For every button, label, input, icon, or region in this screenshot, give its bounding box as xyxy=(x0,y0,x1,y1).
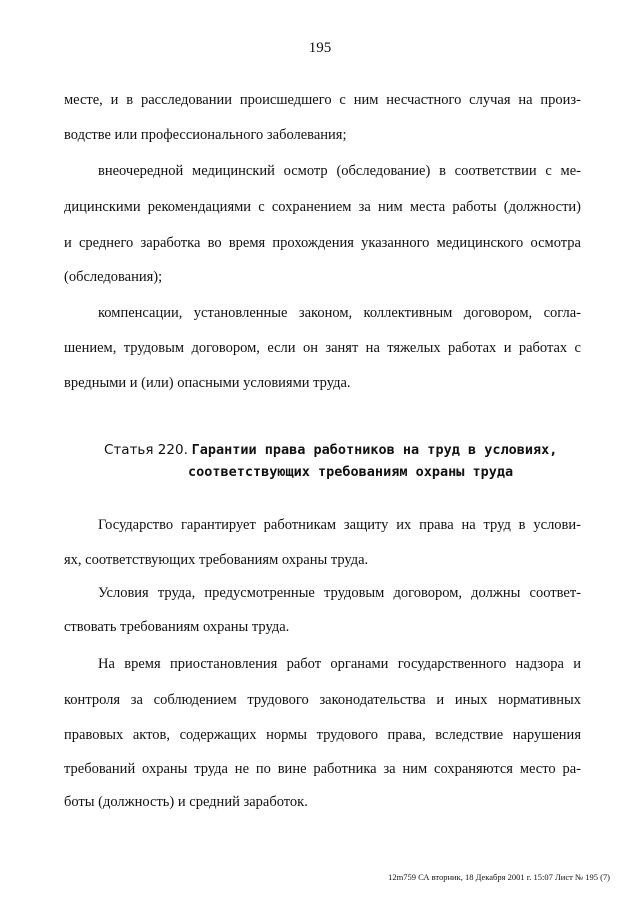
text-line: Условия труда, предусмотренные трудовым договором, должны соответ- xyxy=(98,585,581,601)
text-line: требований охраны труда не по вине работника за ним сохраняются место ра- xyxy=(64,761,581,777)
article-heading xyxy=(104,439,584,483)
text-line: внеочередной медицинский осмотр (обследование) в соответствии с ме- xyxy=(98,163,581,179)
text-line: вредными и (или) опасными условиями труда. xyxy=(64,375,351,391)
text-line: ях, соответствующих требованиям охраны труда. xyxy=(64,552,369,568)
text-line: (обследования); xyxy=(64,269,163,285)
text-line: шением, трудовым договором, если он занят на тяжелых работах и работах с xyxy=(64,340,581,356)
text-line: контроля за соблюдением трудового законодательства и иных нормативных xyxy=(64,692,581,708)
text-line: компенсации, установленные законом, коллективным договором, согла- xyxy=(98,305,581,321)
text-line: дицинскими рекомендациями с сохранением за ним места работы (должности) xyxy=(64,199,581,215)
page-footer: 12m759 СА вторник, 18 Декабря 2001 г. 15:07 Лист № 195 (7) xyxy=(388,872,610,882)
article-label: Статья 220. xyxy=(104,442,188,458)
text-line: месте, и в расследовании происшедшего с ним несчастного случая на произ- xyxy=(64,92,581,108)
article-title-line1: Гарантии права работников на труд в условиях, xyxy=(191,442,558,458)
page-number: 195 xyxy=(308,40,332,56)
text-line: ствовать требованиям охраны труда. xyxy=(64,619,290,635)
article-title-line2: соответствующих требованиям охраны труда xyxy=(188,464,514,480)
text-line: На время приостановления работ органами государственного надзора и xyxy=(98,656,581,672)
text-line: правовых актов, содержащих нормы трудового права, вследствие нарушения xyxy=(64,727,581,743)
text-line: и среднего заработка во время прохождения указанного медицинского осмотра xyxy=(64,235,581,251)
text-line: боты (должность) и средний заработок. xyxy=(64,794,308,810)
text-line: водстве или профессионального заболевания; xyxy=(64,127,347,143)
text-line: Государство гарантирует работникам защиту их права на труд в услови- xyxy=(98,517,581,533)
